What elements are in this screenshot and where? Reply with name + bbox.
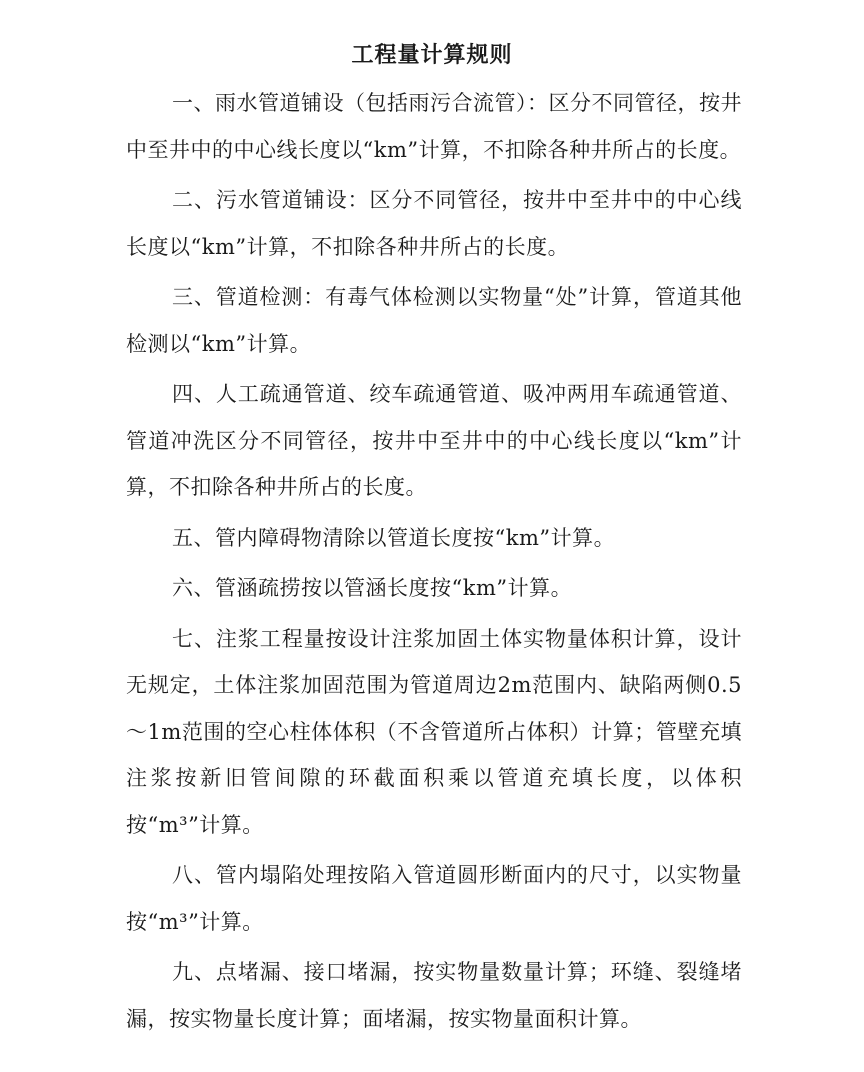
paragraph-5: 五、管内障碍物清除以管道长度按“km”计算。 bbox=[172, 525, 616, 550]
paragraph-4: 四、人工疏通管道、绞车疏通管道、吸冲两用车疏通管道、管道冲洗区分不同管径，按井中至井中的中心线长度以“km”计算，不扣除各种井所占的长度。 bbox=[126, 382, 742, 499]
paragraph-1: 一、雨水管道铺设（包括雨污合流管）：区分不同管径，按井中至井中的中心线长度以“km”计算，不扣除各种井所占的长度。 bbox=[126, 91, 742, 162]
paragraph-9: 九、点堵漏、接口堵漏，按实物量数量计算；环缝、裂缝堵漏，按实物量长度计算；面堵漏，按实物量面积计算。 bbox=[126, 960, 742, 1031]
paragraph-2: 二、污水管道铺设：区分不同管径，按井中至井中的中心线长度以“km”计算，不扣除各种井所占的长度。 bbox=[126, 188, 742, 259]
paragraph-6: 六、管涵疏捞按以管涵长度按“km”计算。 bbox=[172, 576, 573, 600]
paragraph-8: 八、管内塌陷处理按陷入管道圆形断面内的尺寸，以实物量按“m³”计算。 bbox=[126, 863, 742, 934]
paragraph-3: 三、管道检测：有毒气体检测以实物量“处”计算，管道其他检测以“km”计算。 bbox=[126, 285, 742, 356]
document-title: 工程量计算规则 bbox=[351, 43, 513, 68]
paragraph-7: 七、注浆工程量按设计注浆加固土体实物量体积计算，设计无规定，土体注浆加固范围为管道周边2m范围内、缺陷两侧0.5～1m范围的空心柱体体积（不含管道所占体积）计算；管壁充填注浆按新旧管间隙的环截面积乘以管道充填长度，以体积按“m³”计算。 bbox=[126, 626, 742, 837]
document-body bbox=[126, 80, 742, 1046]
